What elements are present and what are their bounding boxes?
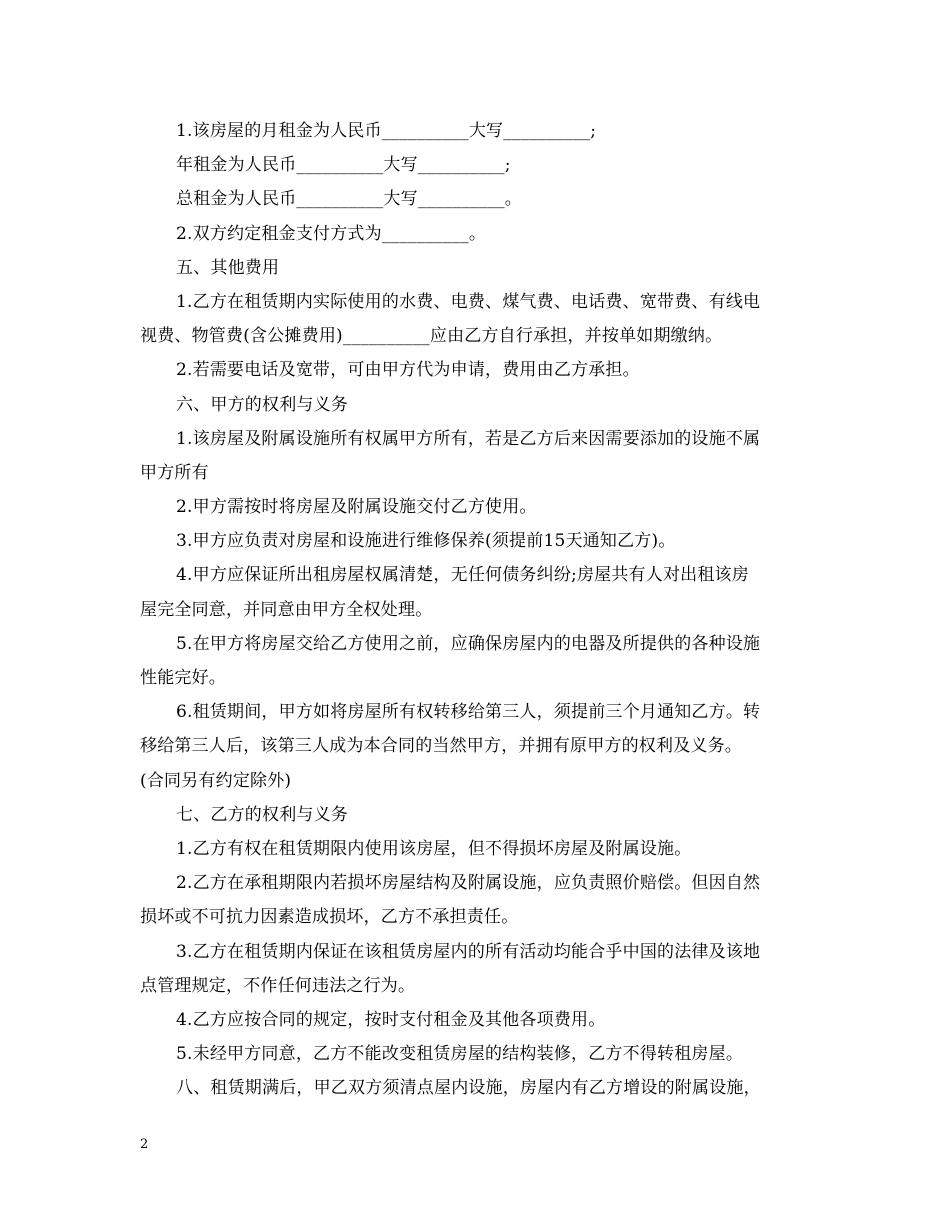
text-line: 3.乙方在租赁期内保证在该租赁房屋内的所有活动均能合乎中国的法律及该地: [176, 941, 761, 962]
text-line: 1.该房屋的月租金为人民币__________大写__________;: [176, 121, 597, 141]
text-line: 总租金为人民币__________大写__________。: [176, 189, 522, 210]
text-line: 视费、物管费(含公摊费用)__________应由乙方自行承担，并按单如期缴纳。: [140, 326, 723, 347]
text-line: 3.甲方应负责对房屋和设施进行维修保养(须提前15天通知乙方)。: [176, 531, 676, 552]
page-number: 2: [140, 1137, 149, 1152]
section-heading: 六、甲方的权利与义务: [176, 394, 348, 415]
text-line: 年租金为人民币__________大写__________;: [176, 155, 511, 176]
text-line: 甲方所有: [140, 462, 209, 483]
section-heading: 五、其他费用: [176, 257, 280, 278]
text-line: 2.若需要电话及宽带，可由甲方代为申请，费用由乙方承担。: [176, 360, 640, 381]
text-line: 2.双方约定租金支付方式为__________。: [176, 223, 487, 244]
text-line: 移给第三人后，该第三人成为本合同的当然甲方，并拥有原甲方的权利及义务。: [140, 736, 742, 757]
text-line: 2.甲方需按时将房屋及附属设施交付乙方使用。: [176, 497, 537, 518]
section-heading: 八、租赁期满后，甲乙双方须清点屋内设施，房屋内有乙方增设的附属设施，: [176, 1078, 761, 1099]
document-body: [140, 114, 810, 1105]
text-line: 6.租赁期间，甲方如将房屋所有权转移给第三人，须提前三个月通知乙方。转: [176, 702, 761, 723]
text-line: 2.乙方在承租期限内若损坏房屋结构及附属设施，应负责照价赔偿。但因自然: [176, 873, 761, 894]
text-line: 1.乙方在租赁期内实际使用的水费、电费、煤气费、电话费、宽带费、有线电: [176, 291, 761, 312]
text-line: 1.乙方有权在租赁期限内使用该房屋，但不得损坏房屋及附属设施。: [176, 838, 692, 859]
text-line: 损坏或不可抗力因素造成损坏，乙方不承担责任。: [140, 907, 519, 928]
section-heading: 七、乙方的权利与义务: [176, 804, 348, 825]
text-line: 4.甲方应保证所出租房屋权属清楚，无任何债务纠纷;房屋共有人对出租该房: [176, 565, 749, 586]
text-line: 5.未经甲方同意，乙方不能改变租赁房屋的结构装修，乙方不得转租房屋。: [176, 1044, 744, 1065]
text-line: (合同另有约定除外): [140, 770, 292, 791]
text-line: 5.在甲方将房屋交给乙方使用之前，应确保房屋内的电器及所提供的各种设施: [176, 633, 761, 654]
text-line: 点管理规定，不作任何违法之行为。: [140, 975, 416, 996]
text-line: 4.乙方应按合同的规定，按时支付租金及其他各项费用。: [176, 1009, 606, 1030]
text-line: 1.该房屋及附属设施所有权属甲方所有，若是乙方后来因需要添加的设施不属: [176, 428, 761, 449]
text-line: 屋完全同意，并同意由甲方全权处理。: [140, 599, 433, 620]
text-line: 性能完好。: [140, 668, 226, 688]
